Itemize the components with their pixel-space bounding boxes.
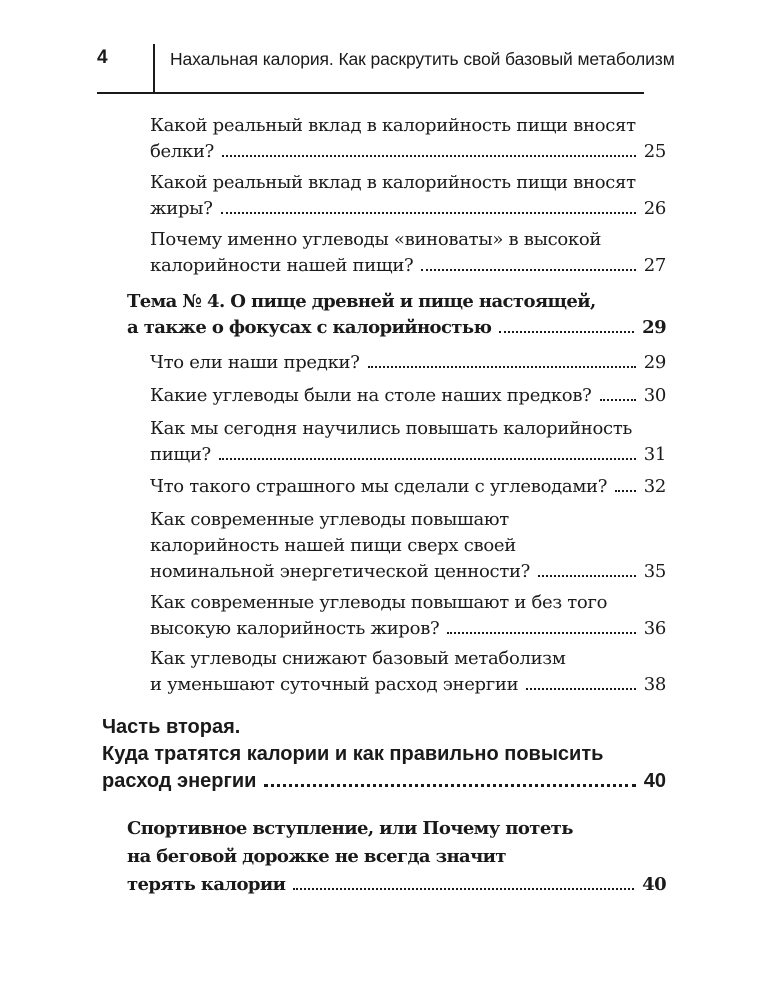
dot-leader <box>264 784 635 787</box>
toc-page-number: 29 <box>642 317 666 338</box>
toc-page-number: 35 <box>643 561 666 582</box>
toc-entry-text: жиры? <box>150 198 213 219</box>
toc-entry-text: терять калории <box>127 874 286 895</box>
toc-page-number: 32 <box>643 476 666 497</box>
dot-leader <box>222 155 636 157</box>
page-number: 4 <box>97 47 108 68</box>
dot-leader <box>368 366 636 368</box>
toc-page-number: 27 <box>643 255 666 276</box>
dot-leader <box>615 490 636 492</box>
toc-page-number: 38 <box>643 674 666 695</box>
toc-entry-terrible-carbs <box>150 474 666 500</box>
toc-entry-ancestors-ate <box>150 350 666 376</box>
dot-leader <box>219 458 636 460</box>
toc-entry-modern-carbs-energy <box>150 507 666 585</box>
toc-entry-text: на беговой дорожке не всегда значит <box>127 846 506 867</box>
header-rule <box>97 92 644 94</box>
toc-entry-text: Тема № 4. О пище древней и пище настоящей, <box>127 291 596 312</box>
toc-entry-text: Что такого страшного мы сделали с углеводами? <box>150 476 608 497</box>
dot-leader <box>421 269 635 271</box>
dot-leader <box>293 888 634 890</box>
toc-entry-text: Спортивное вступление, или Почему потеть <box>127 818 573 839</box>
toc-entry-fats <box>150 170 666 222</box>
toc-entry-text: и уменьшают суточный расход энергии <box>150 674 519 695</box>
toc-entry-text: калорийность нашей пищи сверх своей <box>150 535 516 556</box>
toc-entry-text: Как мы сегодня научились повышать калорийность <box>150 418 632 439</box>
toc-page-number: 40 <box>643 770 666 792</box>
toc-entry-text: расход энергии <box>102 770 257 792</box>
toc-entry-text: Какой реальный вклад в калорийность пищи вносят <box>150 172 636 193</box>
toc-entry-raise-calories <box>150 416 666 468</box>
toc-entry-text: высокую калорийность жиров? <box>150 618 440 639</box>
toc-entry-text: пищи? <box>150 444 211 465</box>
toc-entry-sport-intro <box>127 815 666 899</box>
toc-entry-part-two <box>102 714 666 795</box>
dot-leader <box>447 632 635 634</box>
toc-entry-topic-4 <box>127 289 666 341</box>
dot-leader <box>499 331 634 333</box>
toc-entry-carbs-metabolism <box>150 646 666 698</box>
toc-entry-modern-carbs-fats <box>150 590 666 642</box>
toc-entry-text: Часть вторая. <box>102 716 241 738</box>
dot-leader <box>600 399 636 401</box>
dot-leader <box>221 212 636 214</box>
toc-page-number: 25 <box>643 141 666 162</box>
toc-entry-text: белки? <box>150 141 215 162</box>
toc-entry-text: а также о фокусах с калорийностью <box>127 317 492 338</box>
toc-entry-proteins <box>150 113 666 165</box>
toc-page-number: 36 <box>643 618 666 639</box>
toc-entry-text: Какой реальный вклад в калорийность пищи вносят <box>150 115 636 136</box>
toc-page-number: 26 <box>643 198 666 219</box>
toc-entry-text: Почему именно углеводы «виноваты» в высокой <box>150 229 602 250</box>
running-title: Нахальная калория. Как раскрутить свой базовый метаболизм <box>170 49 675 69</box>
toc-entry-carbs-guilty <box>150 227 666 279</box>
toc-page-number: 31 <box>643 444 666 465</box>
toc-entry-text: Как современные углеводы повышают <box>150 509 509 530</box>
toc-entry-text: Как современные углеводы повышают и без того <box>150 592 608 613</box>
header-divider <box>153 44 155 93</box>
page-header <box>0 0 768 100</box>
dot-leader <box>526 688 635 690</box>
toc-page-number: 40 <box>642 874 666 895</box>
toc-entry-text: калорийности нашей пищи? <box>150 255 414 276</box>
toc-entry-ancestors-carbs <box>150 383 666 409</box>
toc-entry-text: номинальной энергетической ценности? <box>150 561 531 582</box>
toc-page-number: 30 <box>643 385 666 406</box>
toc-entry-text: Что ели наши предки? <box>150 352 360 373</box>
toc-entry-text: Как углеводы снижают базовый метаболизм <box>150 648 566 669</box>
toc-entry-text: Куда тратятся калории и как правильно повысить <box>102 743 604 765</box>
toc-entry-text: Какие углеводы были на столе наших предков? <box>150 385 592 406</box>
toc-page-number: 29 <box>643 352 666 373</box>
dot-leader <box>538 575 636 577</box>
